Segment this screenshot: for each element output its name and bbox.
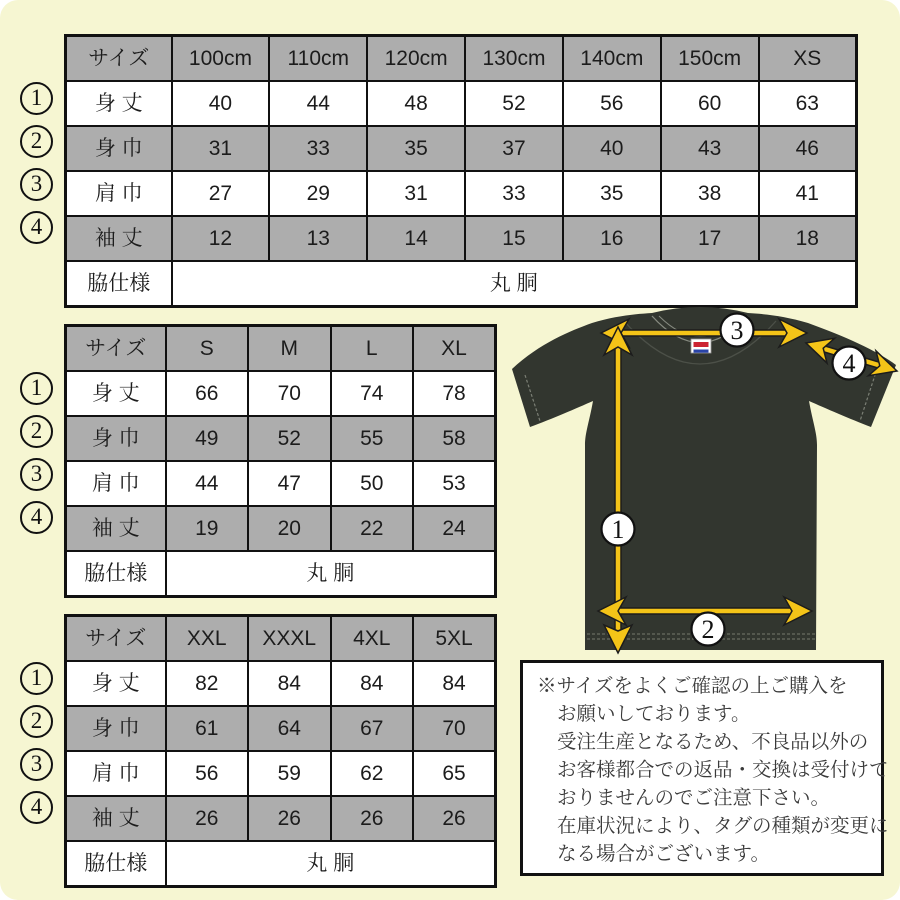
measurement-value: 31 [367,171,465,216]
spec-label: 脇仕様 [66,261,172,307]
size-corner-header: サイズ [66,326,166,372]
measurement-value: 84 [248,661,331,706]
size-col-header: 110cm [269,36,367,82]
measurement-value: 61 [166,706,249,751]
size-col-header: 4XL [331,616,414,662]
measurement-value: 78 [413,371,496,416]
measurement-value: 55 [331,416,414,461]
row-label: 袖 丈 [66,216,172,261]
measurement-value: 59 [248,751,331,796]
measurement-row [66,81,857,126]
svg-text:1: 1 [611,515,625,544]
row-label: 身 丈 [66,661,166,706]
measurement-value: 70 [248,371,331,416]
measurement-value: 15 [465,216,563,261]
row-marker-4: 4 [20,791,53,824]
size-col-header: S [166,326,249,372]
spec-row [66,841,496,887]
row-label: 身 巾 [66,706,166,751]
note-line: おりませんのでご注意下さい。 [557,787,831,809]
measurement-value: 67 [331,706,414,751]
measurement-value: 24 [413,506,496,551]
measurement-value: 18 [759,216,857,261]
size-col-header: 140cm [563,36,661,82]
spec-value: 丸 胴 [172,261,857,307]
note-line: 在庫状況により、タグの種類が変更に [557,815,889,837]
neck-brand-tag-icon [691,339,711,353]
measurement-value: 46 [759,126,857,171]
row-marker-1: 1 [20,372,53,405]
spec-label: 脇仕様 [66,841,166,887]
spec-value: 丸 胴 [166,551,496,597]
measurement-value: 40 [172,81,270,126]
spec-row [66,261,857,307]
svg-text:3: 3 [730,316,744,345]
measurement-value: 62 [331,751,414,796]
measurement-value: 35 [367,126,465,171]
header-row [66,326,496,372]
measurement-value: 26 [331,796,414,841]
row-label: 身 丈 [66,81,172,126]
measurement-value: 44 [269,81,367,126]
measurement-value: 27 [172,171,270,216]
measurement-value: 49 [166,416,249,461]
measurement-value: 26 [413,796,496,841]
measurement-row [66,506,496,551]
size-table-xxl-5xl [64,614,497,888]
size-table-kids-xs [64,34,858,308]
row-marker-2: 2 [20,705,53,738]
measurement-value: 53 [413,461,496,506]
size-col-header: XS [759,36,857,82]
measurement-value: 60 [661,81,759,126]
measurement-row [66,126,857,171]
measurement-value: 58 [413,416,496,461]
header-row [66,36,857,82]
size-corner-header: サイズ [66,36,172,82]
measurement-value: 31 [172,126,270,171]
measurement-value: 44 [166,461,249,506]
measurement-row [66,461,496,506]
shirt-marker-2 [692,613,725,646]
measurement-value: 13 [269,216,367,261]
measurement-value: 29 [269,171,367,216]
row-marker-3: 3 [20,748,53,781]
measurement-value: 64 [248,706,331,751]
measurement-row [66,216,857,261]
row-label: 身 巾 [66,126,172,171]
note-line: お願いしております。 [557,703,751,725]
row-label: 袖 丈 [66,506,166,551]
measurement-value: 52 [465,81,563,126]
measurement-value: 66 [166,371,249,416]
measurement-value: 50 [331,461,414,506]
measurement-value: 38 [661,171,759,216]
measurement-value: 56 [563,81,661,126]
measurement-value: 37 [465,126,563,171]
measurement-value: 16 [563,216,661,261]
measurement-value: 26 [166,796,249,841]
row-marker-4: 4 [20,501,53,534]
measurement-value: 82 [166,661,249,706]
shirt-marker-4 [833,347,866,380]
measurement-value: 70 [413,706,496,751]
size-col-header: XL [413,326,496,372]
measurement-value: 84 [331,661,414,706]
row-marker-2: 2 [20,125,53,158]
measurement-value: 63 [759,81,857,126]
measurement-value: 12 [172,216,270,261]
measurement-value: 26 [248,796,331,841]
row-marker-3: 3 [20,458,53,491]
measurement-value: 56 [166,751,249,796]
svg-text:4: 4 [842,349,856,378]
size-col-header: M [248,326,331,372]
row-label: 肩 巾 [66,171,172,216]
measurement-value: 43 [661,126,759,171]
spec-row [66,551,496,597]
measurement-value: 17 [661,216,759,261]
row-label: 身 巾 [66,416,166,461]
measurement-value: 14 [367,216,465,261]
size-table-s-xl [64,324,497,598]
row-marker-3: 3 [20,168,53,201]
measurement-row [66,371,496,416]
measurement-value: 52 [248,416,331,461]
measurement-value: 22 [331,506,414,551]
size-col-header: L [331,326,414,372]
measurement-value: 41 [759,171,857,216]
note-line: ※サイズをよくご確認の上ご購入を [537,675,848,697]
note-line: 受注生産となるため、不良品以外の [557,731,869,753]
spec-value: 丸 胴 [166,841,496,887]
row-marker-1: 1 [20,662,53,695]
measurement-row [66,751,496,796]
measurement-value: 33 [465,171,563,216]
header-row [66,616,496,662]
measurement-row [66,706,496,751]
size-col-header: 100cm [172,36,270,82]
measurement-value: 84 [413,661,496,706]
measurement-value: 74 [331,371,414,416]
size-col-header: XXXL [248,616,331,662]
row-label: 肩 巾 [66,461,166,506]
row-label: 身 丈 [66,371,166,416]
measurement-row [66,171,857,216]
size-col-header: 5XL [413,616,496,662]
measurement-value: 47 [248,461,331,506]
measurement-value: 33 [269,126,367,171]
row-label: 肩 巾 [66,751,166,796]
note-line: なる場合がございます。 [557,843,770,865]
size-col-header: 150cm [661,36,759,82]
row-marker-4: 4 [20,211,53,244]
measurement-value: 20 [248,506,331,551]
measurement-value: 35 [563,171,661,216]
note-line: お客様都合での返品・交換は受付けて [557,759,889,781]
measurement-value: 19 [166,506,249,551]
size-col-header: XXL [166,616,249,662]
svg-text:2: 2 [701,615,715,644]
row-marker-1: 1 [20,82,53,115]
measurement-row [66,416,496,461]
measurement-value: 40 [563,126,661,171]
row-label: 袖 丈 [66,796,166,841]
shirt-marker-1 [602,513,635,546]
measurement-value: 65 [413,751,496,796]
size-col-header: 130cm [465,36,563,82]
shirt-marker-3 [721,314,754,347]
size-corner-header: サイズ [66,616,166,662]
measurement-row [66,796,496,841]
measurement-value: 48 [367,81,465,126]
spec-label: 脇仕様 [66,551,166,597]
purchase-note-box [520,660,889,876]
tshirt-measurement-diagram [500,305,900,655]
measurement-row [66,661,496,706]
row-marker-2: 2 [20,415,53,448]
size-col-header: 120cm [367,36,465,82]
